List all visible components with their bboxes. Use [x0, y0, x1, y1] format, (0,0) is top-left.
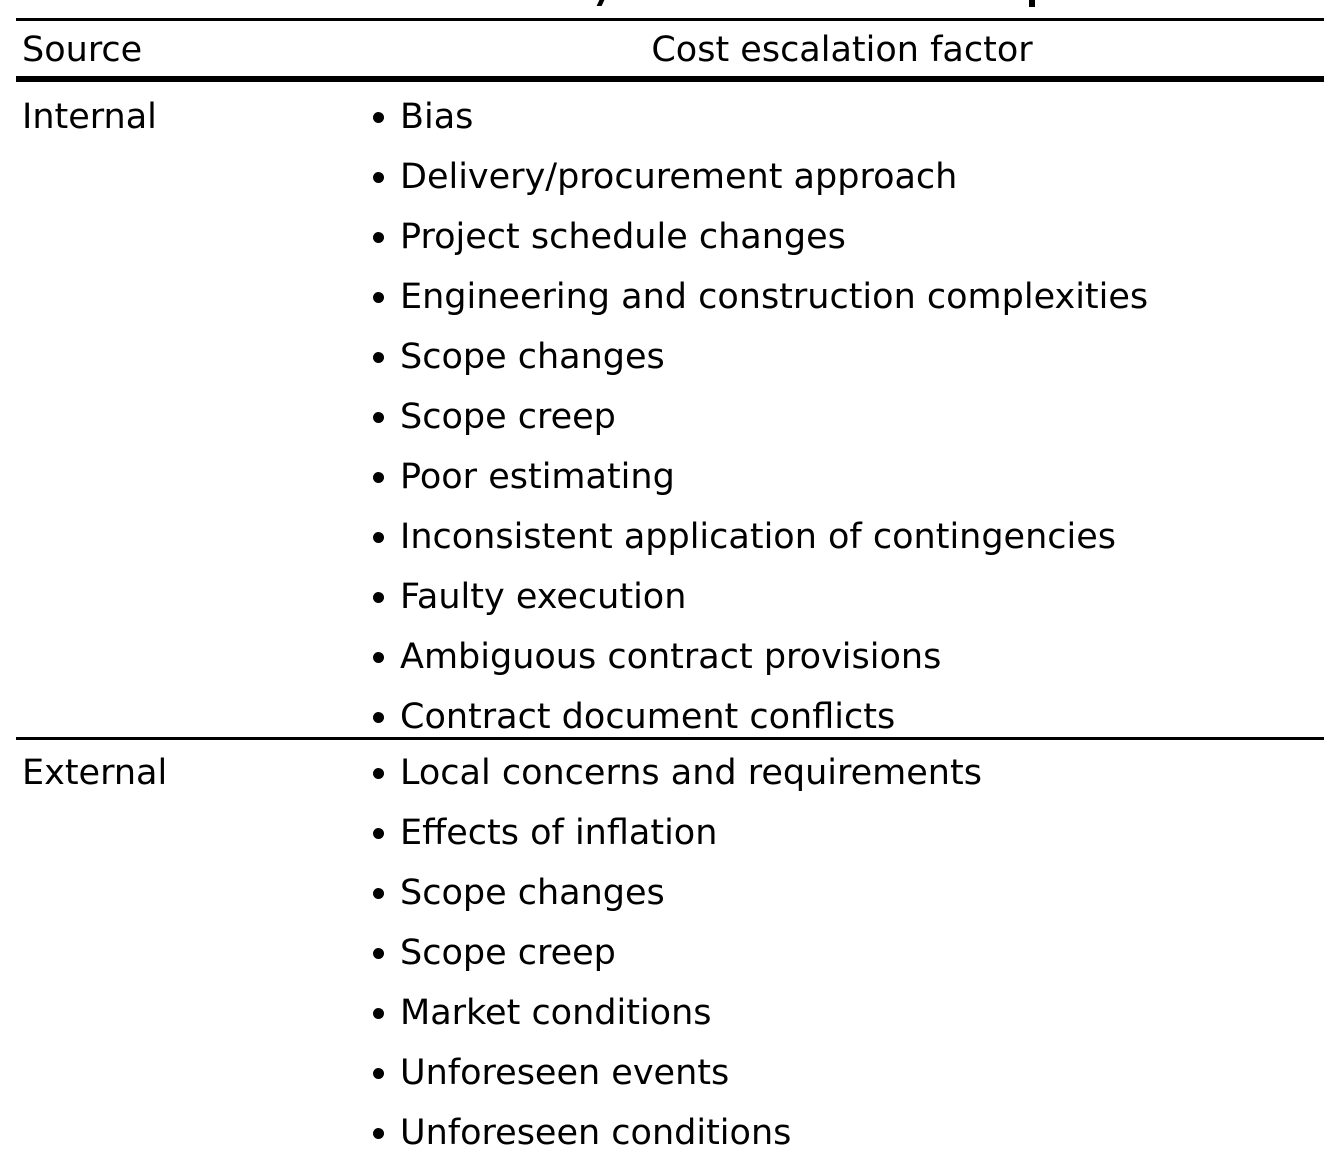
list-item: Scope creep [370, 923, 1310, 983]
list-item: Faulty execution [370, 567, 1310, 627]
list-item: Local concerns and requirements [370, 743, 1310, 803]
list-item: Unforeseen events [370, 1043, 1310, 1103]
clipped-title-glyph [1029, 0, 1035, 7]
list-item: Project schedule changes [370, 207, 1310, 267]
list-item: Scope changes [370, 863, 1310, 923]
factor-list [370, 743, 1310, 1163]
group-divider-rule [16, 737, 1324, 740]
list-item: Contract document conflicts [370, 687, 1310, 747]
header-source: Source [22, 30, 143, 70]
document-page [16, 0, 1324, 1152]
list-item: Bias [370, 87, 1310, 147]
table-top-rule [16, 18, 1324, 21]
list-item: Ambiguous contract provisions [370, 627, 1310, 687]
clipped-title-glyph [597, 0, 605, 6]
list-item: Engineering and construction complexities [370, 267, 1310, 327]
table-header-rule [16, 76, 1324, 82]
list-item: Poor estimating [370, 447, 1310, 507]
table-header-row [16, 26, 1324, 74]
source-cell: External [22, 753, 168, 793]
source-cell: Internal [22, 97, 157, 137]
list-item: Effects of inflation [370, 803, 1310, 863]
list-item: Delivery/procurement approach [370, 147, 1310, 207]
list-item: Scope changes [370, 327, 1310, 387]
header-cost-escalation-factor: Cost escalation factor [651, 30, 1033, 70]
factor-list [370, 87, 1310, 747]
list-item: Scope creep [370, 387, 1310, 447]
list-item: Unforeseen conditions [370, 1103, 1310, 1163]
list-item: Inconsistent application of contingencies [370, 507, 1310, 567]
list-item: Market conditions [370, 983, 1310, 1043]
